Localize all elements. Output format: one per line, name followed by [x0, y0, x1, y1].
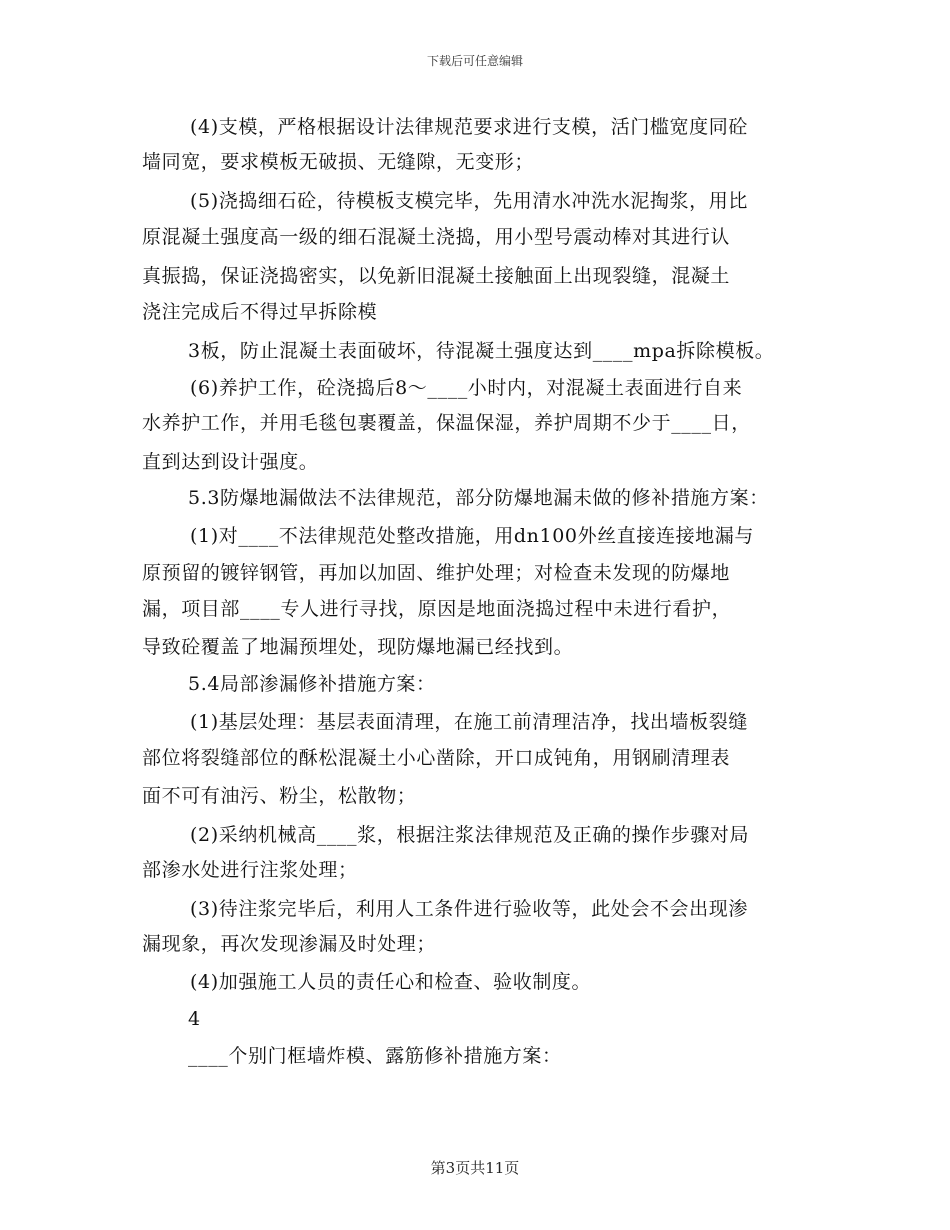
paragraph-line: 浇注完成后不得过早拆除模: [142, 301, 378, 323]
paragraph-line: 真振捣，保证浇捣密实，以免新旧混凝土接触面上出现裂缝，混凝土: [142, 265, 731, 287]
paragraph-line: 漏现象，再次发现渗漏及时处理；: [142, 933, 437, 955]
section-heading: 5.4局部渗漏修补措施方案：: [188, 673, 436, 695]
paragraph-line: (1)对____不法律规范处整改措施，用dn100外丝直接连接地漏与: [190, 525, 754, 547]
paragraph-line: (5)浇捣细石砼，待模板支模完毕，先用清水冲洗水泥掏浆，用比: [190, 190, 748, 212]
paragraph-line: 面不可有油污、粉尘，松散物；: [142, 785, 417, 807]
paragraph-line: (3)待注浆完毕后，利用人工条件进行验收等，此处会不会出现渗: [190, 898, 748, 920]
page-number: 第3页共11页: [430, 1159, 520, 1177]
paragraph-line: 部位将裂缝部位的酥松混凝土小心凿除，开口成钝角，用钢刷清理表: [142, 747, 731, 769]
paragraph-line: 漏，项目部____专人进行寻找，原因是地面浇捣过程中未进行看护，: [142, 598, 732, 620]
paragraph-line: 导致砼覆盖了地漏预埋处，现防爆地漏已经找到。: [142, 636, 574, 658]
paragraph-line: (1)基层处理：基层表面清理，在施工前清理洁净，找出墙板裂缝: [190, 711, 748, 733]
paragraph-line: 部渗水处进行注浆处理；: [142, 859, 358, 881]
section-number: 4: [188, 1008, 201, 1030]
paragraph-line: 3板，防止混凝土表面破坏，待混凝土强度达到____mpa拆除模板。: [188, 340, 775, 362]
paragraph-line: (4)加强施工人员的责任心和检查、验收制度。: [190, 971, 592, 993]
section-heading: ____个别门框墙炸模、露筋修补措施方案：: [188, 1045, 562, 1067]
paragraph-line: 直到达到设计强度。: [142, 451, 319, 473]
paragraph-line: 原混凝土强度高一级的细石混凝土浇捣，用小型号震动棒对其进行认: [142, 226, 731, 248]
paragraph-line: (2)采纳机械高____浆，根据注浆法律规范及正确的操作步骤对局: [190, 824, 750, 846]
section-heading: 5.3防爆地漏做法不法律规范，部分防爆地漏未做的修补措施方案：: [188, 487, 769, 509]
paragraph-line: 原预留的镀锌钢管，再加以加固、维护处理；对检查未发现的防爆地: [142, 562, 731, 584]
paragraph-line: (6)养护工作，砼浇捣后8～____小时内，对混凝土表面进行自来: [190, 377, 743, 399]
header-note: 下载后可任意编辑: [426, 54, 523, 68]
paragraph-line: 水养护工作，并用毛毯包裹覆盖，保温保湿，养护周期不少于____日，: [142, 412, 751, 434]
paragraph-line: (4)支模，严格根据设计法律规范要求进行支模，活门槛宽度同砼: [190, 116, 748, 138]
paragraph-line: 墙同宽，要求模板无破损、无缝隙，无变形；: [142, 151, 535, 173]
